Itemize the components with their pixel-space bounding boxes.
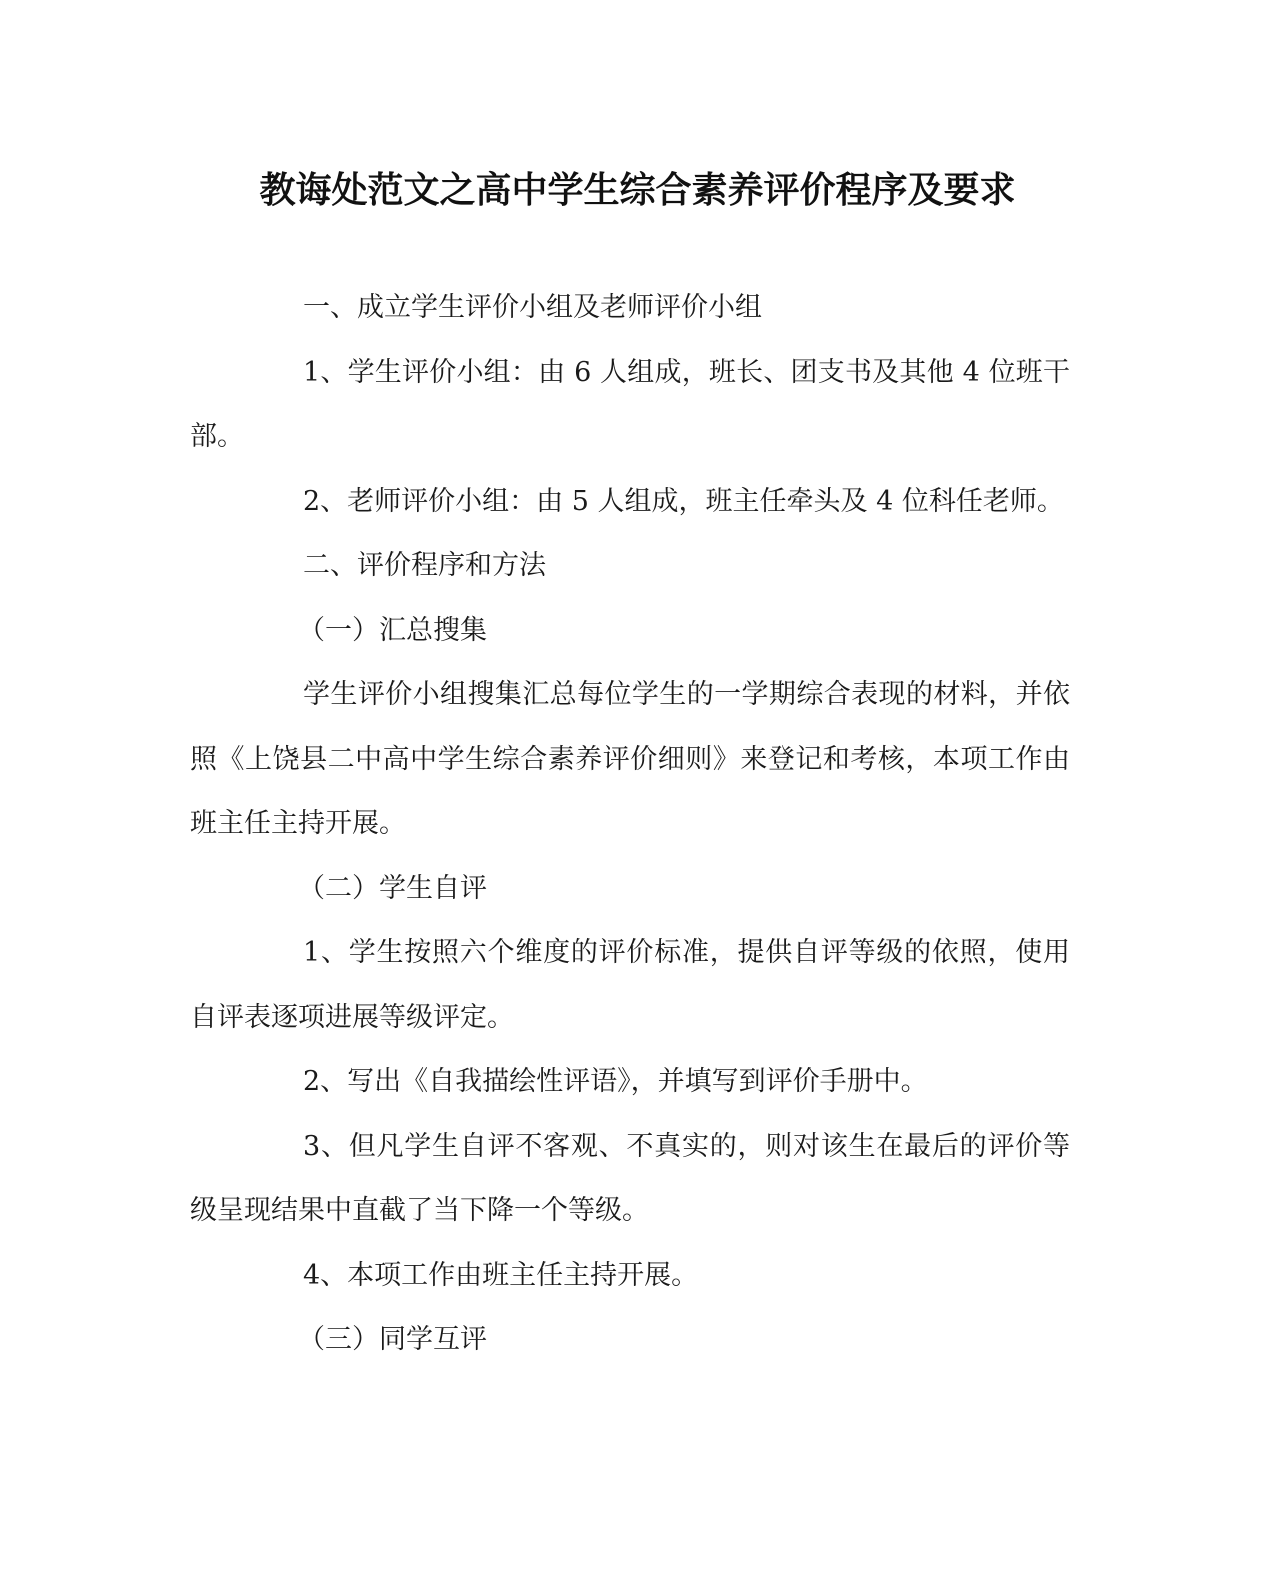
section-heading: 一、成立学生评价小组及老师评价小组 xyxy=(303,292,762,323)
paragraph: 2、写出《自我描绘性评语》，并填写到评价手册中。 xyxy=(303,1066,928,1097)
document-title: 教诲处范文之高中学生综合素养评价程序及要求 xyxy=(259,170,1016,211)
paragraph: 3、但凡学生自评不客观、不真实的，则对该生在最后的评价等级呈现结果中直截了当下降一个等级。 xyxy=(190,1130,1070,1226)
section-heading: 二、评价程序和方法 xyxy=(303,550,546,581)
document-body xyxy=(190,276,1070,1373)
paragraph: 2、老师评价小组：由 5 人组成，班主任牵头及 4 位科任老师。 xyxy=(303,485,1064,517)
subsection-heading: （二）学生自评 xyxy=(298,872,487,904)
subsection-heading: （三）同学互评 xyxy=(298,1324,487,1355)
paragraph: 1、学生评价小组：由 6 人组成，班长、团支书及其他 4 位班干部。 xyxy=(190,356,1070,452)
paragraph: 4、本项工作由班主任主持开展。 xyxy=(303,1259,699,1291)
subsection-heading: （一）汇总搜集 xyxy=(298,614,487,646)
paragraph: 1、学生按照六个维度的评价标准，提供自评等级的依照，使用自评表逐项进展等级评定。 xyxy=(190,937,1070,1033)
paragraph: 学生评价小组搜集汇总每位学生的一学期综合表现的材料，并依照《上饶县二中高中学生综合素养评价细则》来登记和考核，本项工作由班主任主持开展。 xyxy=(190,679,1070,839)
